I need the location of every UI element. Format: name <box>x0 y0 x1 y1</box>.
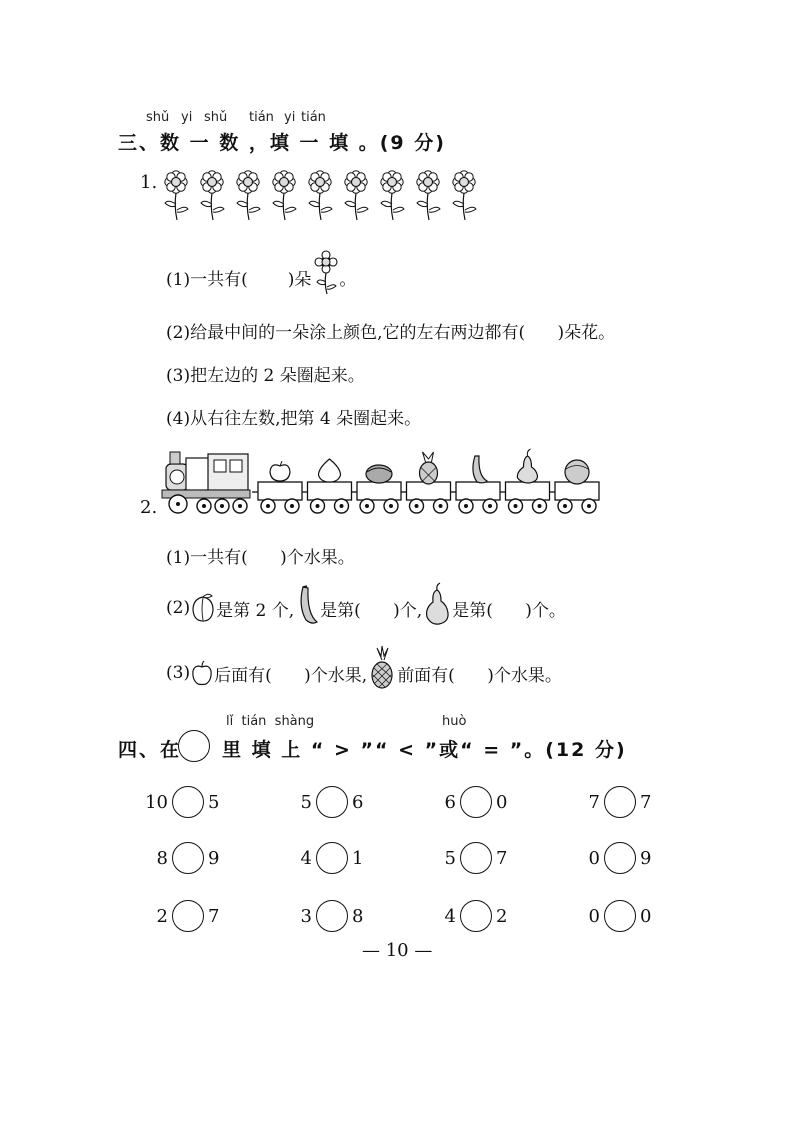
flower-row <box>160 168 480 228</box>
section4-pinyin-huo: huò <box>442 714 467 729</box>
q1-number: 1. <box>140 172 158 193</box>
q2-line3-prefix: (3) <box>166 663 191 683</box>
left-number: 4 <box>444 905 456 927</box>
section3-title: 三、数 一 数 ，填 一 填 。(9 分) <box>118 132 446 154</box>
q2-line3-c: 前面有( )个水果。 <box>397 665 562 686</box>
comparison-item <box>132 842 252 874</box>
right-number: 9 <box>640 847 652 869</box>
comparison-item <box>564 786 684 818</box>
page-number: — 10 — <box>362 940 433 961</box>
flower-icon <box>345 171 368 220</box>
answer-circle[interactable] <box>172 842 204 874</box>
left-number: 0 <box>588 847 600 869</box>
right-number: 0 <box>496 791 508 813</box>
comparison-item <box>132 786 252 818</box>
q1-item4: (4)从右往左数,把第 4 朵圈起来。 <box>166 409 422 429</box>
comparison-item <box>132 900 252 932</box>
left-number: 7 <box>588 791 600 813</box>
q2-line2-c: 是第( )个, <box>320 600 423 621</box>
q2-line2 <box>166 590 566 626</box>
q1-item3: (3)把左边的 2 朵圈起来。 <box>166 366 365 386</box>
right-number: 7 <box>496 847 508 869</box>
pinyin-yi1: yi <box>181 110 193 125</box>
banana-icon <box>294 584 320 626</box>
comparison-item <box>276 842 396 874</box>
flower-icon <box>417 171 440 220</box>
comparison-item <box>564 842 684 874</box>
left-number: 0 <box>588 905 600 927</box>
pear-icon <box>422 582 452 626</box>
flower-icon <box>381 171 404 220</box>
answer-circle[interactable] <box>604 786 636 818</box>
left-number: 8 <box>156 847 168 869</box>
peach-car <box>302 482 352 513</box>
left-number: 3 <box>300 905 312 927</box>
left-number: 5 <box>444 847 456 869</box>
q2-line1: (1)一共有( )个水果。 <box>166 548 355 568</box>
flower-icon <box>309 171 332 220</box>
pinyin-shu2: shǔ <box>204 110 228 125</box>
pinyin-tian1: tián <box>249 110 274 125</box>
flower-icon <box>273 171 296 220</box>
left-number: 4 <box>300 847 312 869</box>
apple-car <box>252 482 302 513</box>
flower-icon <box>311 251 341 295</box>
right-number: 0 <box>640 905 652 927</box>
q2-line2-prefix: (2) <box>166 598 191 618</box>
answer-circle[interactable] <box>172 900 204 932</box>
q1-item1-pre: (1)一共有( <box>166 269 248 290</box>
answer-circle[interactable] <box>460 900 492 932</box>
comparison-item <box>564 900 684 932</box>
right-number: 1 <box>352 847 364 869</box>
pinyin-yi2: yi <box>284 110 296 125</box>
fruit-train <box>160 450 600 520</box>
right-number: 8 <box>352 905 364 927</box>
comparison-item <box>420 786 540 818</box>
comparison-item <box>420 900 540 932</box>
answer-circle[interactable] <box>172 786 204 818</box>
flower-icon <box>453 171 476 220</box>
flower-icon <box>165 171 188 220</box>
apple-icon <box>190 660 214 686</box>
left-number: 5 <box>300 791 312 813</box>
comparison-item <box>276 900 396 932</box>
q2-line3 <box>166 656 562 690</box>
q1-item1: (1)一共有( )朵 。 <box>166 259 356 295</box>
answer-circle[interactable] <box>460 842 492 874</box>
locomotive-icon <box>162 452 250 513</box>
apple-icon <box>270 461 290 481</box>
answer-circle[interactable] <box>316 900 348 932</box>
right-number: 5 <box>208 791 220 813</box>
right-number: 7 <box>208 905 220 927</box>
banana-icon <box>473 456 487 483</box>
right-number: 9 <box>208 847 220 869</box>
answer-circle[interactable] <box>460 786 492 818</box>
section4-title-b: 里 填 上 “ > ”“ < ”或“ = ”。(12 分) <box>222 739 627 761</box>
peach-icon <box>190 593 216 623</box>
section4-pinyin-li-tian-shang: lǐ tián shàng <box>226 714 315 729</box>
answer-circle[interactable] <box>604 842 636 874</box>
answer-circle[interactable] <box>316 842 348 874</box>
pineapple-icon <box>420 452 438 484</box>
pinyin-tian2: tián <box>301 110 326 125</box>
pear-icon <box>517 449 537 483</box>
peach-icon <box>319 459 341 482</box>
left-number: 2 <box>156 905 168 927</box>
banana-car <box>450 482 500 513</box>
answer-circle[interactable] <box>604 900 636 932</box>
orange-icon <box>565 460 589 484</box>
q2-number: 2. <box>140 497 158 518</box>
section4-title-a: 四、在 <box>118 739 182 761</box>
pineapple-icon <box>367 646 397 690</box>
comparison-item <box>276 786 396 818</box>
watermelon-icon <box>366 465 392 483</box>
right-number: 2 <box>496 905 508 927</box>
right-number: 7 <box>640 791 652 813</box>
q2-line2-d: 是第( )个。 <box>452 600 566 621</box>
pear-car <box>500 482 550 513</box>
answer-circle[interactable] <box>316 786 348 818</box>
left-number: 6 <box>444 791 456 813</box>
watermelon-car <box>351 482 401 513</box>
flower-icon <box>237 171 260 220</box>
comparison-item <box>420 842 540 874</box>
orange-car <box>549 482 599 513</box>
right-number: 6 <box>352 791 364 813</box>
pinyin-shu1: shǔ <box>146 110 170 125</box>
q1-item2: (2)给最中间的一朵涂上颜色,它的左右两边都有( )朵花。 <box>166 323 616 343</box>
flower-icon <box>201 171 224 220</box>
q2-line3-b: 后面有( )个水果, <box>214 665 368 686</box>
answer-circle-icon <box>178 730 210 762</box>
q1-item1-post: )朵 <box>287 269 312 290</box>
pineapple-car <box>401 482 451 513</box>
left-number: 10 <box>145 791 168 813</box>
q2-line2-b: 是第 2 个, <box>216 600 295 621</box>
